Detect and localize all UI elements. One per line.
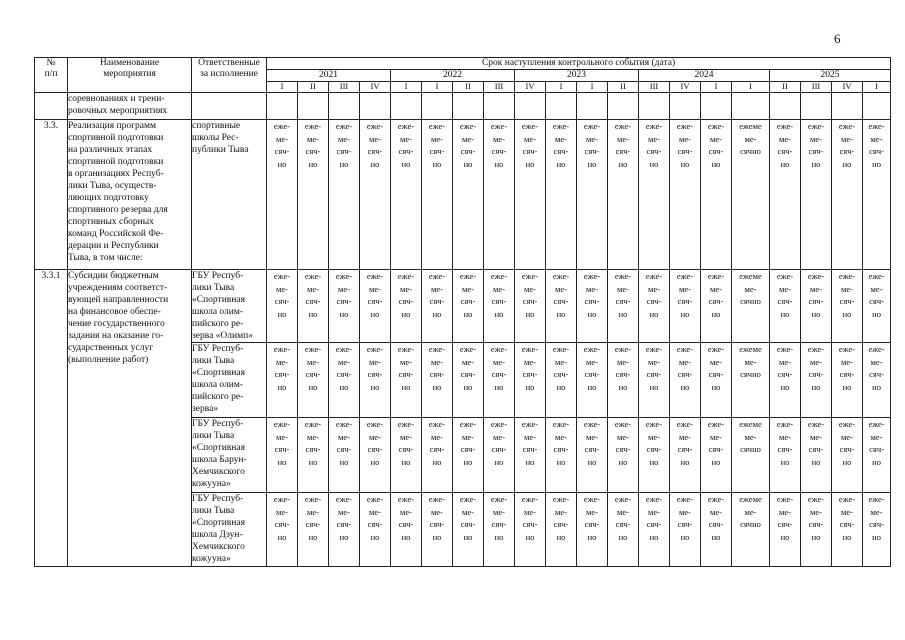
- cell-deadline: еже- ме- сяч- но: [484, 343, 515, 418]
- cell-deadline: еже- ме- сяч- но: [329, 493, 360, 567]
- cell-deadline: еже- ме- сяч- но: [267, 418, 298, 493]
- cell-number: 3.3.: [35, 120, 68, 270]
- cell-number: 3.3.1: [35, 270, 68, 567]
- cell-deadline: еже- ме- сяч- но: [832, 120, 863, 270]
- cell-deadline: еже- ме- сяч- но: [546, 493, 577, 567]
- cell-deadline: еже- ме- сяч- но: [577, 270, 608, 343]
- cell-deadline: еже- ме- сяч- но: [453, 493, 484, 567]
- header-quarter: II: [770, 82, 801, 93]
- cell-deadline: еже- ме- сяч- но: [515, 120, 546, 270]
- cell-deadline: еже- ме- сяч- но: [770, 418, 801, 493]
- header-year: 2024: [639, 70, 770, 82]
- table-row: [35, 270, 891, 343]
- cell-deadline: еже- ме- сяч- но: [484, 493, 515, 567]
- header-quarter: IV: [832, 82, 863, 93]
- cell-deadline: еже- ме- сяч- но: [639, 418, 670, 493]
- header-quarter: I: [391, 82, 422, 93]
- header-activity: [68, 58, 192, 93]
- cell-deadline: ежеме ме- сячно: [732, 493, 770, 567]
- cell-deadline: еже- ме- сяч- но: [546, 418, 577, 493]
- cell-deadline: еже- ме- сяч- но: [770, 270, 801, 343]
- cell-deadline: еже- ме- сяч- но: [360, 343, 391, 418]
- cell-deadline: еже- ме- сяч- но: [701, 270, 732, 343]
- cell-deadline: еже- ме- сяч- но: [298, 493, 329, 567]
- cell-deadline: еже- ме- сяч- но: [639, 270, 670, 343]
- cell-deadline: ежеме ме- сячно: [732, 418, 770, 493]
- cell-deadline: [422, 93, 453, 120]
- cell-deadline: еже- ме- сяч- но: [546, 120, 577, 270]
- cell-deadline: еже- ме- сяч- но: [608, 418, 639, 493]
- cell-deadline: еже- ме- сяч- но: [639, 343, 670, 418]
- cell-deadline: еже- ме- сяч- но: [639, 493, 670, 567]
- cell-deadline: [329, 93, 360, 120]
- cell-responsible: ГБУ Респуб- лики Тыва «Спортивная школа Барун- Хемчикского кожууна»: [192, 418, 267, 493]
- header-responsible-label: Ответственные за исполнение: [198, 58, 260, 79]
- cell-deadline: ежеме ме- сячно: [732, 343, 770, 418]
- cell-deadline: еже- ме- сяч- но: [770, 120, 801, 270]
- cell-deadline: еже- ме- сяч- но: [701, 493, 732, 567]
- cell-deadline: [267, 93, 298, 120]
- cell-deadline: еже- ме- сяч- но: [422, 270, 453, 343]
- cell-deadline: еже- ме- сяч- но: [801, 493, 832, 567]
- cell-deadline: [360, 93, 391, 120]
- header-quarter: I: [701, 82, 732, 93]
- cell-deadline: еже- ме- сяч- но: [298, 418, 329, 493]
- header-quarter: II: [453, 82, 484, 93]
- cell-responsible: ГБУ Респуб- лики Тыва «Спортивная школа олим- пийского ре- зерва «Олимп»: [192, 270, 267, 343]
- cell-deadline: еже- ме- сяч- но: [670, 343, 701, 418]
- cell-deadline: еже- ме- сяч- но: [298, 343, 329, 418]
- cell-deadline: еже- ме- сяч- но: [391, 270, 422, 343]
- cell-deadline: [484, 93, 515, 120]
- table-body: [35, 93, 891, 567]
- cell-deadline: еже- ме- сяч- но: [801, 343, 832, 418]
- header-quarter: I: [267, 82, 298, 93]
- cell-deadline: [608, 93, 639, 120]
- cell-deadline: еже- ме- сяч- но: [832, 493, 863, 567]
- header-quarter: III: [484, 82, 515, 93]
- header-activity-label: Наименование мероприятия: [99, 58, 160, 79]
- cell-deadline: еже- ме- сяч- но: [453, 418, 484, 493]
- cell-deadline: еже- ме- сяч- но: [701, 418, 732, 493]
- cell-responsible: ГБУ Респуб- лики Тыва «Спортивная школа олим- пийского ре- зерва»: [192, 343, 267, 418]
- cell-deadline: еже- ме- сяч- но: [832, 270, 863, 343]
- cell-deadline: еже- ме- сяч- но: [329, 343, 360, 418]
- header-year: 2025: [770, 70, 891, 82]
- header-year: 2022: [391, 70, 515, 82]
- cell-deadline: еже- ме- сяч- но: [863, 120, 891, 270]
- cell-deadline: еже- ме- сяч- но: [453, 270, 484, 343]
- cell-deadline: еже- ме- сяч- но: [639, 120, 670, 270]
- cell-deadline: ежеме ме- сячно: [732, 270, 770, 343]
- cell-deadline: еже- ме- сяч- но: [391, 343, 422, 418]
- header-number-label: № п/п: [44, 58, 58, 79]
- cell-deadline: еже- ме- сяч- но: [701, 120, 732, 270]
- header-quarter: I: [422, 82, 453, 93]
- cell-deadline: [453, 93, 484, 120]
- cell-deadline: еже- ме- сяч- но: [670, 120, 701, 270]
- cell-deadline: еже- ме- сяч- но: [453, 120, 484, 270]
- cell-deadline: еже- ме- сяч- но: [832, 418, 863, 493]
- cell-deadline: еже- ме- сяч- но: [360, 418, 391, 493]
- cell-deadline: [577, 93, 608, 120]
- cell-deadline: еже- ме- сяч- но: [422, 493, 453, 567]
- cell-deadline: еже- ме- сяч- но: [329, 418, 360, 493]
- cell-deadline: еже- ме- сяч- но: [863, 493, 891, 567]
- header-quarter: III: [329, 82, 360, 93]
- header-quarter: I: [577, 82, 608, 93]
- cell-activity: Реализация программ спортивной подготовки на различных этапах спортивной подготовки в организациях Респуб- лики Тыва, осуществ- ляющих подготовку спортивного резерва для спортивных сборных команд Российской Фе- дерации и Республики Тыва, в том числе:: [68, 120, 192, 270]
- cell-deadline: еже- ме- сяч- но: [863, 270, 891, 343]
- header-quarter: II: [298, 82, 329, 93]
- cell-activity: соревнованиях и трени- ровочных мероприятиях: [68, 93, 192, 120]
- header-period: Срок наступления контрольного события (дата): [267, 58, 891, 70]
- cell-deadline: [546, 93, 577, 120]
- cell-deadline: еже- ме- сяч- но: [484, 120, 515, 270]
- cell-deadline: еже- ме- сяч- но: [608, 493, 639, 567]
- cell-deadline: [863, 93, 891, 120]
- header-year: 2021: [267, 70, 391, 82]
- cell-deadline: еже- ме- сяч- но: [608, 343, 639, 418]
- cell-deadline: еже- ме- сяч- но: [546, 343, 577, 418]
- cell-deadline: еже- ме- сяч- но: [515, 270, 546, 343]
- header-quarter: IV: [360, 82, 391, 93]
- header-quarter: IV: [670, 82, 701, 93]
- cell-deadline: еже- ме- сяч- но: [801, 270, 832, 343]
- schedule-table: [34, 57, 891, 567]
- cell-deadline: еже- ме- сяч- но: [701, 343, 732, 418]
- cell-deadline: еже- ме- сяч- но: [801, 120, 832, 270]
- cell-deadline: еже- ме- сяч- но: [577, 418, 608, 493]
- cell-deadline: еже- ме- сяч- но: [422, 418, 453, 493]
- cell-deadline: еже- ме- сяч- но: [577, 343, 608, 418]
- cell-deadline: еже- ме- сяч- но: [670, 270, 701, 343]
- cell-deadline: еже- ме- сяч- но: [577, 120, 608, 270]
- cell-deadline: еже- ме- сяч- но: [267, 120, 298, 270]
- cell-deadline: еже- ме- сяч- но: [577, 493, 608, 567]
- cell-deadline: еже- ме- сяч- но: [329, 270, 360, 343]
- cell-deadline: еже- ме- сяч- но: [422, 120, 453, 270]
- header-quarter: IV: [515, 82, 546, 93]
- cell-deadline: еже- ме- сяч- но: [546, 270, 577, 343]
- cell-deadline: еже- ме- сяч- но: [267, 270, 298, 343]
- table-row: [35, 120, 891, 270]
- header-responsible: [192, 58, 267, 93]
- header-quarter: III: [801, 82, 832, 93]
- cell-deadline: ежеме ме- сячно: [732, 120, 770, 270]
- cell-responsible: ГБУ Респуб- лики Тыва «Спортивная школа Дзун- Хемчикского кожууна»: [192, 493, 267, 567]
- cell-deadline: еже- ме- сяч- но: [360, 120, 391, 270]
- cell-deadline: еже- ме- сяч- но: [801, 418, 832, 493]
- cell-deadline: еже- ме- сяч- но: [770, 343, 801, 418]
- cell-deadline: еже- ме- сяч- но: [267, 493, 298, 567]
- table-row: [35, 93, 891, 120]
- cell-deadline: [670, 93, 701, 120]
- cell-deadline: еже- ме- сяч- но: [484, 418, 515, 493]
- header-number: [35, 58, 68, 93]
- page-number: 6: [834, 31, 841, 46]
- cell-deadline: еже- ме- сяч- но: [422, 343, 453, 418]
- cell-deadline: еже- ме- сяч- но: [670, 418, 701, 493]
- cell-deadline: еже- ме- сяч- но: [391, 418, 422, 493]
- cell-deadline: еже- ме- сяч- но: [360, 270, 391, 343]
- cell-deadline: [515, 93, 546, 120]
- header-quarter: I: [546, 82, 577, 93]
- cell-deadline: еже- ме- сяч- но: [515, 343, 546, 418]
- header-year: 2023: [515, 70, 639, 82]
- cell-deadline: еже- ме- сяч- но: [484, 270, 515, 343]
- header-quarter: III: [639, 82, 670, 93]
- cell-number: [35, 93, 68, 120]
- cell-deadline: [298, 93, 329, 120]
- cell-deadline: [732, 93, 770, 120]
- cell-deadline: еже- ме- сяч- но: [608, 120, 639, 270]
- header-quarter: II: [608, 82, 639, 93]
- cell-deadline: [770, 93, 801, 120]
- header-quarter: I: [732, 82, 770, 93]
- cell-activity: Субсидии бюджетным учреждениям соответст- вующей направленности на финансовое обеспе- чение государственного задания на оказание го- сударственных услуг (выполнение работ): [68, 270, 192, 567]
- cell-deadline: [832, 93, 863, 120]
- cell-deadline: [801, 93, 832, 120]
- cell-deadline: еже- ме- сяч- но: [329, 120, 360, 270]
- cell-deadline: [701, 93, 732, 120]
- header-quarter: I: [863, 82, 891, 93]
- cell-deadline: еже- ме- сяч- но: [863, 418, 891, 493]
- cell-deadline: еже- ме- сяч- но: [608, 270, 639, 343]
- cell-deadline: еже- ме- сяч- но: [863, 343, 891, 418]
- cell-responsible: спортивные школы Рес- публики Тыва: [192, 120, 267, 270]
- cell-deadline: еже- ме- сяч- но: [515, 493, 546, 567]
- cell-deadline: еже- ме- сяч- но: [453, 343, 484, 418]
- cell-deadline: еже- ме- сяч- но: [832, 343, 863, 418]
- cell-deadline: еже- ме- сяч- но: [360, 493, 391, 567]
- cell-deadline: еже- ме- сяч- но: [670, 493, 701, 567]
- cell-deadline: [391, 93, 422, 120]
- cell-deadline: еже- ме- сяч- но: [298, 120, 329, 270]
- cell-deadline: еже- ме- сяч- но: [391, 120, 422, 270]
- cell-deadline: еже- ме- сяч- но: [515, 418, 546, 493]
- cell-deadline: еже- ме- сяч- но: [267, 343, 298, 418]
- cell-deadline: [639, 93, 670, 120]
- cell-deadline: еже- ме- сяч- но: [391, 493, 422, 567]
- cell-deadline: еже- ме- сяч- но: [770, 493, 801, 567]
- cell-deadline: еже- ме- сяч- но: [298, 270, 329, 343]
- cell-responsible: [192, 93, 267, 120]
